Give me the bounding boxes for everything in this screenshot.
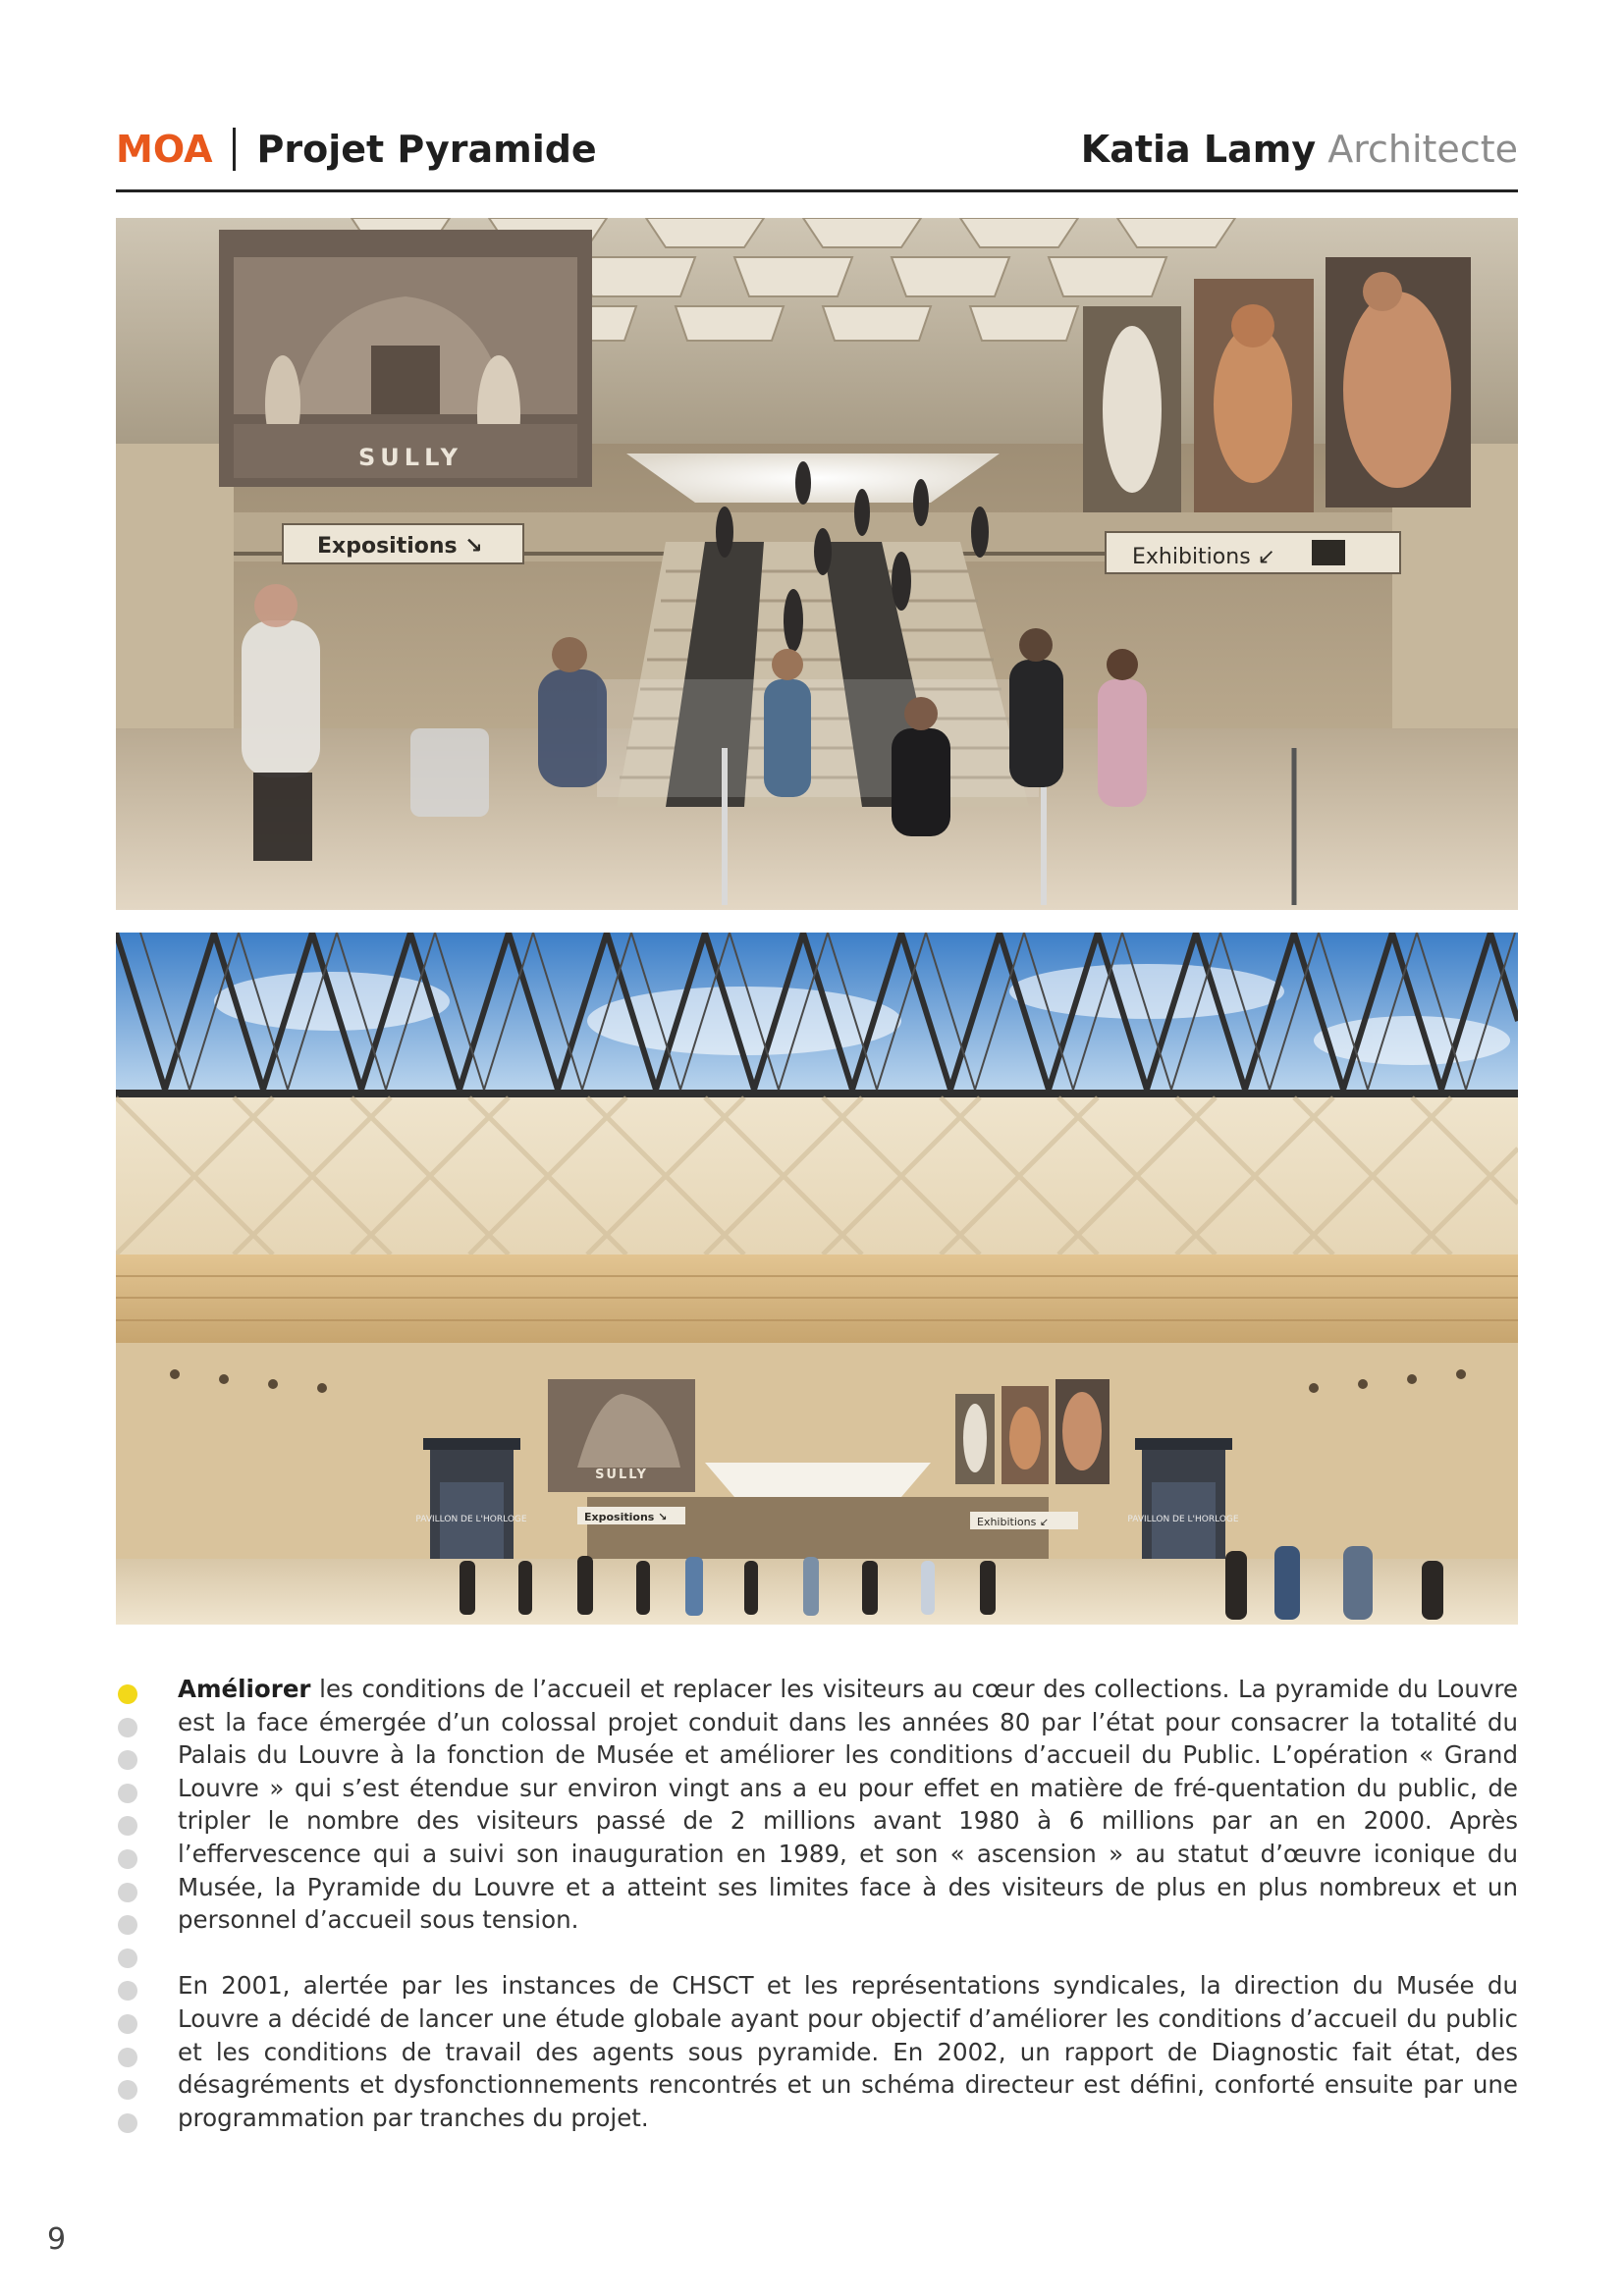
- header-separator: [233, 128, 236, 171]
- bullet-dot: [118, 2048, 137, 2067]
- header-left: [116, 122, 597, 177]
- page-number: 9: [47, 2222, 67, 2257]
- bullet-dot: [118, 1849, 137, 1869]
- sign-expositions: [283, 524, 523, 563]
- bullet-dot: [118, 1883, 137, 1902]
- bullet-dot: [118, 2113, 137, 2133]
- bullet-dot: [118, 1816, 137, 1836]
- bullet-column: [118, 1684, 139, 2146]
- sign-expositions-label: Expositions ↘: [317, 534, 483, 559]
- bullet-dot-active: [118, 1684, 137, 1704]
- bullet-dot: [118, 1949, 137, 1968]
- banner-sculptures-small: [955, 1379, 1110, 1484]
- photo-hall-escalators: [116, 218, 1518, 910]
- author-role: Architecte: [1327, 128, 1518, 171]
- sign-exhibitions-label: Exhibitions ↙: [1132, 545, 1276, 569]
- sign-expositions-small-label: Expositions ↘: [584, 1511, 668, 1523]
- bullet-dot: [118, 2014, 137, 2034]
- bullet-dot: [118, 2080, 137, 2100]
- photo-hall-pyramid: [116, 933, 1518, 1625]
- author-name: Katia Lamy: [1080, 128, 1317, 171]
- paragraph-1-text: les conditions de l’accueil et replacer les visiteurs au cœur des collections. La pyramide du Louvre est la face émergée d’un colossal projet conduit dans les années 80 par l’état pour consacrer la totalité du Palais du Louvre à la fonction de Musée et améliorer les conditions d’accueil du Public. L’opération « Grand Louvre » qui s’est étendue sur environ vingt ans a eu pour effet en matière de fré-quentation du public, de tripler le nombre des visiteurs passé de 2 millions avant 1980 à 6 millions par an en 2000. Après l’effervescence qui a suivi son inauguration en 1989, et son « ascension » au statut d’œuvre iconique du Musée, la Pyramide du Louvre et a atteint ses limites face à des visiteurs de plus en plus nombreux et un personnel d’accueil sous tension.: [178, 1675, 1518, 1935]
- bullet-dot: [118, 1981, 137, 2001]
- bullet-dot: [118, 1915, 137, 1935]
- sign-exhibitions: [1106, 532, 1400, 573]
- bullet-dot: [118, 1750, 137, 1770]
- banner-sully-label: SULLY: [358, 444, 462, 471]
- bullet-dot: [118, 1784, 137, 1803]
- paragraph-1: [178, 1673, 1518, 1937]
- kiosk-column-left-label: PAVILLON DE L'HORLOGE: [415, 1515, 527, 1524]
- sign-expositions-small: [577, 1507, 685, 1524]
- banner-sully-small: [548, 1379, 695, 1492]
- page-header: [116, 122, 1518, 190]
- banner-sully-small-label: SULLY: [595, 1468, 648, 1482]
- header-rule: [116, 189, 1518, 192]
- kiosk-column-right-label: PAVILLON DE L'HORLOGE: [1127, 1515, 1239, 1524]
- body-text: [178, 1673, 1518, 2167]
- header-right: [1081, 122, 1518, 177]
- section-tag: MOA: [116, 128, 213, 171]
- sign-exhibitions-small: [970, 1512, 1078, 1529]
- paragraph-2: En 2001, alertée par les instances de CHSCT et les représentations syndicales, la direction du Musée du Louvre a décidé de lancer une étude globale ayant pour objectif d’améliorer les conditions d’accueil du public et les conditions de travail des agents sous pyramide. En 2002, un rapport de Diagnostic fait état, des désagréments et dysfonctionnements rencontrés et un schéma directeur est défini, conforté ensuite par une programmation par tranches du projet.: [178, 1971, 1518, 2132]
- sign-exhibitions-small-label: Exhibitions ↙: [977, 1516, 1050, 1528]
- banner-sully: [219, 230, 592, 487]
- bullet-dot: [118, 1718, 137, 1737]
- project-title: Projet Pyramide: [256, 128, 597, 171]
- paragraph-1-lead: Améliorer: [178, 1675, 311, 1703]
